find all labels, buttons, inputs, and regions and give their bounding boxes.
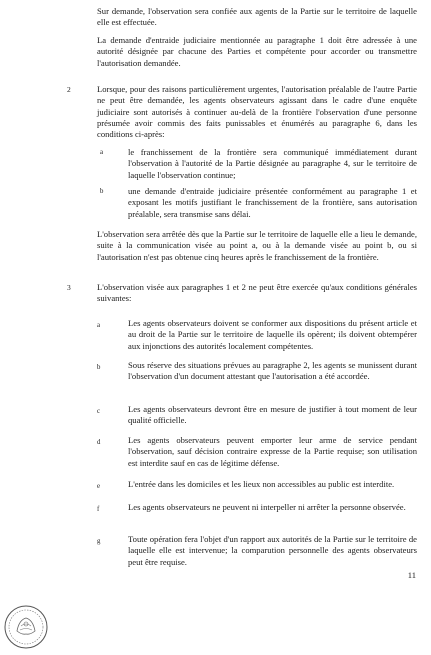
item-label: a <box>100 149 104 156</box>
item-text: Toute opération fera l'objet d'un rapport aux autorités de la Partie sur le territoire de laquelle elle est intervenue; la comparution personnelle des agents observateurs peut être requise. <box>128 534 417 567</box>
item-label: e <box>97 483 101 490</box>
paragraph-number: 3 <box>67 283 71 292</box>
seal-stamp-icon <box>3 604 49 650</box>
paragraph-2-conclusion: L'observation sera arrêtée dès que la Partie sur le territoire de laquelle elle a lieu le demande, suite à la communication visée au point a, ou à la demande visée au point b, ou si l'autorisation n'est pas obtenue cinq heures après le franchissement de la frontière. <box>97 229 417 262</box>
item-text: Les agents observateurs peuvent emporter leur arme de service pendant l'observation, sauf décision contraire expresse de la Partie requise; son utilisation est interdite sauf en cas de légitime défense. <box>128 435 417 468</box>
item-text: une demande d'entraide judiciaire présentée conformément au paragraphe 1 et exposant les motifs justifiant le franchissement de la frontière, sans autorisation préalable, sera transmise sans délai. <box>128 186 417 219</box>
item-label: b <box>100 188 104 195</box>
page-number: 11 <box>407 570 416 580</box>
paragraph-2-text: Lorsque, pour des raisons particulièrement urgentes, l'autorisation préalable de l'autre Partie ne peut être demandée, les agents observateurs agissant dans le cadre d'une enquête judiciaire sont autorisés à continuer au-delà de la frontière l'observation d'une personne présumée avoir commis des faits punissables et énumérés au paragraphe 6, dans les conditions ci-après: <box>97 84 417 140</box>
paragraph-1-request: La demande d'entraide judiciaire mentionnée au paragraphe 1 doit être adressée à une autorité désignée par chacune des Parties et compétente pour accorder ou transmettre l'autorisation demandée. <box>97 35 417 68</box>
paragraph-3-text: L'observation visée aux paragraphes 1 et 2 ne peut être exercée qu'aux conditions générales suivantes: <box>97 282 417 304</box>
item-text: le franchissement de la frontière sera communiqué immédiatement durant l'observation à l'autorité de la Partie désignée au paragraphe 4, sur le territoire de laquelle l'observation continue; <box>128 147 417 180</box>
paragraph-1-continuation: Sur demande, l'observation sera confiée aux agents de la Partie sur le territoire de laquelle elle est effectuée. <box>97 6 417 28</box>
item-text: Les agents observateurs devront être en mesure de justifier à tout moment de leur qualité officielle. <box>128 404 417 426</box>
item-text: Sous réserve des situations prévues au paragraphe 2, les agents se munissent durant l'observation d'un document attestant que l'autorisation a été accordée. <box>128 360 417 382</box>
item-label: g <box>97 538 101 545</box>
item-label: b <box>97 364 101 371</box>
item-text: Les agents observateurs doivent se conformer aux dispositions du présent article et au droit de la Partie sur le territoire de laquelle ils opèrent; ils doivent obtempérer aux injonctions des autorités localement compétentes. <box>128 318 417 351</box>
item-label: d <box>97 439 101 446</box>
item-text: L'entrée dans les domiciles et les lieux non accessibles au public est interdite. <box>128 479 395 489</box>
paragraph-number: 2 <box>67 85 71 94</box>
item-label: c <box>97 408 101 415</box>
item-label: f <box>97 506 100 513</box>
item-text: Les agents observateurs ne peuvent ni interpeller ni arrêter la personne observée. <box>128 502 406 512</box>
item-label: a <box>97 322 101 329</box>
